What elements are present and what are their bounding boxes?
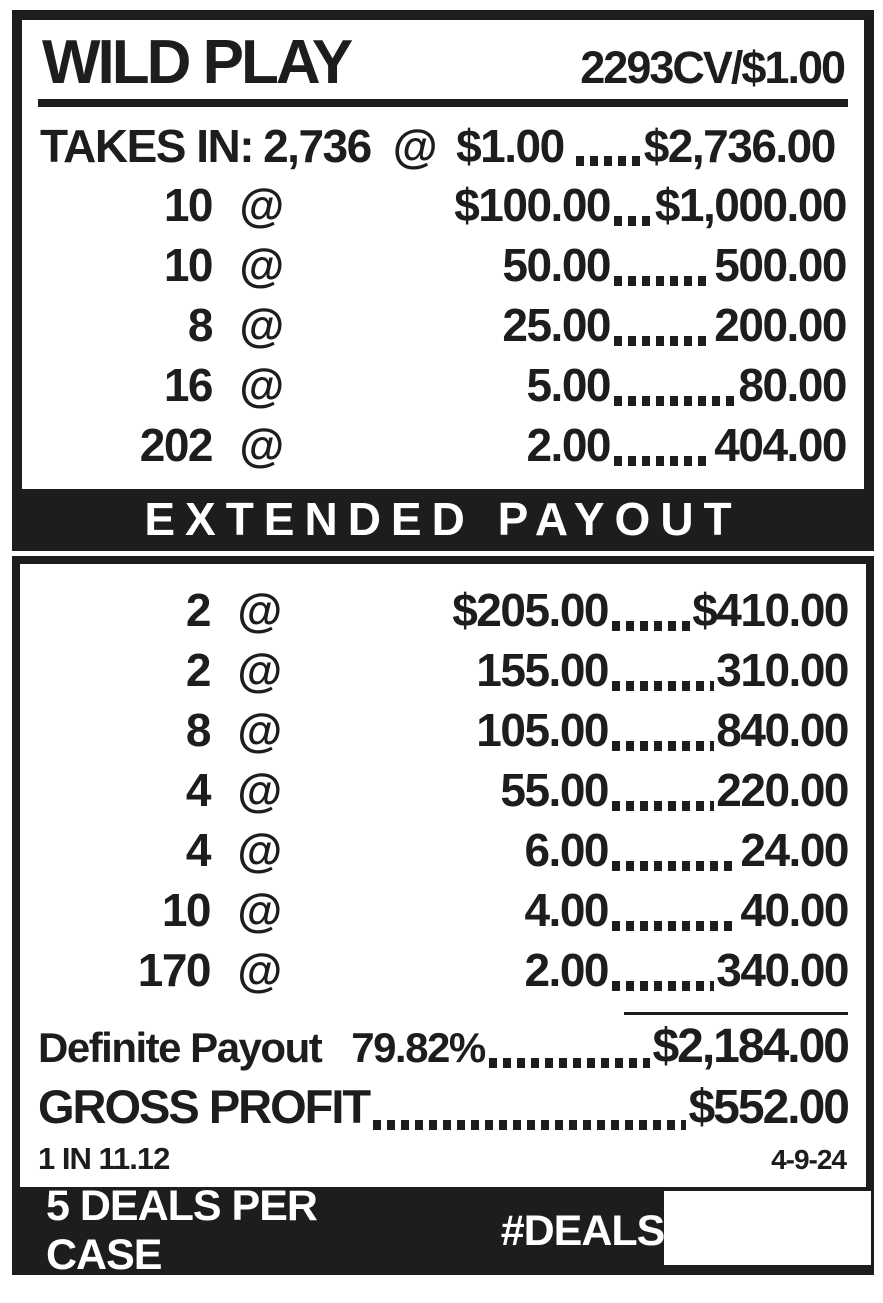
payout-row <box>38 235 848 295</box>
gross-profit-row <box>36 1076 850 1139</box>
prize-amount: 105.00 <box>476 704 608 757</box>
win-count: 4 <box>185 764 210 817</box>
extended-row <box>36 940 850 1000</box>
win-count: 170 <box>137 944 210 997</box>
extended-row <box>36 760 850 820</box>
at-symbol: @ <box>237 764 281 817</box>
row-total: 310.00 <box>716 644 848 697</box>
win-count: 4 <box>185 824 210 877</box>
row-total: 404.00 <box>714 419 846 472</box>
at-symbol: @ <box>239 239 283 292</box>
dot-leader <box>614 276 712 286</box>
win-count: 2 <box>185 584 210 637</box>
row-total: 340.00 <box>716 944 848 997</box>
at-symbol: @ <box>237 824 281 877</box>
prize-amount: 5.00 <box>526 359 610 412</box>
row-total: 40.00 <box>740 884 848 937</box>
extended-row <box>36 580 850 640</box>
prize-amount: 155.00 <box>476 644 608 697</box>
at-symbol: @ <box>239 179 283 232</box>
dot-leader <box>614 396 736 406</box>
dot-leader <box>614 216 653 226</box>
win-count: 202 <box>139 419 212 472</box>
extended-payout-banner: EXTENDED PAYOUT <box>12 489 874 551</box>
definite-payout-row <box>36 1019 850 1076</box>
takes-in-row <box>38 117 848 175</box>
main-payout-box <box>12 10 874 489</box>
win-count: 10 <box>163 179 212 232</box>
at-symbol: @ <box>239 299 283 352</box>
form-number: 2293CV/$1.00 <box>580 42 844 93</box>
dot-leader <box>612 801 714 811</box>
takes-in-price: $1.00 <box>456 120 564 173</box>
row-total: 24.00 <box>740 824 848 877</box>
at-symbol: @ <box>237 944 281 997</box>
definite-payout-label: Definite Payout <box>38 1024 322 1072</box>
extended-row <box>36 640 850 700</box>
prize-amount: 6.00 <box>524 824 608 877</box>
title-divider <box>38 99 848 107</box>
row-total: 500.00 <box>714 239 846 292</box>
at-symbol: @ <box>237 884 281 937</box>
gross-profit-total: $552.00 <box>688 1081 848 1135</box>
row-total: $1,000.00 <box>654 179 846 232</box>
row-total: 200.00 <box>714 299 846 352</box>
prize-amount: $205.00 <box>452 584 608 637</box>
form-date: 4-9-24 <box>771 1144 846 1176</box>
at-symbol: @ <box>239 419 283 472</box>
header-row <box>38 28 848 95</box>
num-deals-blank-box <box>664 1191 871 1265</box>
payout-row <box>38 355 848 415</box>
dot-leader <box>576 156 642 166</box>
dot-leader <box>612 981 714 991</box>
win-count: 2 <box>185 644 210 697</box>
definite-payout-percent: 79.82% <box>351 1024 485 1072</box>
deals-per-case-label: 5 DEALS PER CASE <box>46 1182 317 1280</box>
payout-row <box>38 175 848 235</box>
takes-in-total: $2,736.00 <box>643 120 835 173</box>
definite-payout-total: $2,184.00 <box>652 1020 848 1074</box>
row-total: $410.00 <box>692 584 848 637</box>
dot-leader <box>614 336 712 346</box>
row-total: 80.00 <box>738 359 846 412</box>
dot-leader <box>612 861 738 871</box>
dot-leader <box>612 621 690 631</box>
win-count: 8 <box>185 704 210 757</box>
at-symbol: @ <box>392 120 437 173</box>
prize-amount: 2.00 <box>524 944 608 997</box>
win-count: 8 <box>187 299 212 352</box>
at-symbol: @ <box>237 644 281 697</box>
prize-amount: 4.00 <box>524 884 608 937</box>
extended-row <box>36 820 850 880</box>
gross-profit-label: GROSS PROFIT <box>38 1080 370 1134</box>
dot-leader <box>489 1058 651 1068</box>
odds-row <box>36 1139 850 1187</box>
dot-leader <box>373 1120 686 1130</box>
dot-leader <box>614 456 712 466</box>
dot-leader <box>612 921 738 931</box>
win-count: 10 <box>163 239 212 292</box>
extended-payout-box <box>12 556 874 1187</box>
flyer-content <box>12 10 874 1280</box>
extended-row <box>36 700 850 760</box>
takes-in-label: TAKES IN: <box>40 120 254 173</box>
payout-row <box>38 415 848 475</box>
row-total: 220.00 <box>716 764 848 817</box>
extended-row <box>36 880 850 940</box>
win-count: 16 <box>163 359 212 412</box>
at-symbol: @ <box>239 359 283 412</box>
at-symbol: @ <box>237 704 281 757</box>
footer-bar <box>12 1182 874 1280</box>
game-title: WILD PLAY <box>42 28 351 97</box>
num-deals-label: #DEALS <box>500 1206 665 1255</box>
prize-amount: $100.00 <box>454 179 610 232</box>
dot-leader <box>612 741 714 751</box>
winning-odds: 1 IN 11.12 <box>38 1141 170 1177</box>
prize-amount: 25.00 <box>502 299 610 352</box>
win-count: 10 <box>161 884 210 937</box>
takes-in-count: 2,736 <box>263 120 371 173</box>
row-total: 840.00 <box>716 704 848 757</box>
payout-row <box>38 295 848 355</box>
summary-divider <box>624 1012 848 1015</box>
dot-leader <box>612 681 714 691</box>
prize-amount: 2.00 <box>526 419 610 472</box>
prize-amount: 50.00 <box>502 239 610 292</box>
at-symbol: @ <box>237 584 281 637</box>
prize-amount: 55.00 <box>500 764 608 817</box>
